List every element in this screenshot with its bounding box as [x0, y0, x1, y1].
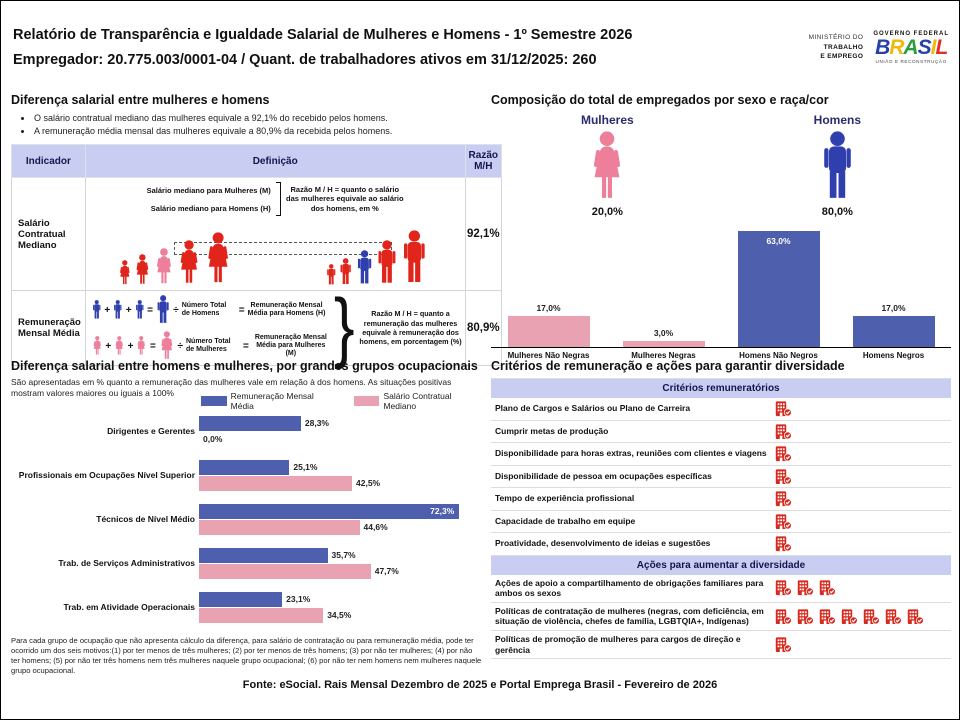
- female-pictogram-icon: [114, 336, 124, 356]
- criteria-icons: [775, 536, 947, 552]
- legend-swatch: [354, 396, 380, 406]
- ratio-value-median: 92,1%: [465, 178, 501, 291]
- male-pictogram-icon: [113, 300, 123, 320]
- median-people-diagram: [88, 224, 463, 286]
- report-header: [13, 23, 793, 74]
- bar-category-label: Mulheres Negras: [631, 351, 696, 360]
- def-median-women: Salário mediano para Mulheres (M): [146, 185, 271, 195]
- bar: [199, 564, 371, 579]
- criteria-icons: [775, 491, 947, 507]
- criteria-icons: [775, 580, 947, 596]
- occupation-bars: [199, 592, 487, 623]
- female-pictogram-icon: [118, 260, 132, 286]
- bar-row: [199, 416, 487, 431]
- bar: [199, 504, 459, 519]
- bar: [199, 592, 282, 607]
- criteria-row: [491, 533, 951, 556]
- male-pictogram-icon: [326, 264, 336, 286]
- building-check-icon: [797, 580, 814, 596]
- brasil-letter: L: [935, 36, 948, 59]
- bar-slot: [721, 231, 836, 347]
- bar: [199, 416, 301, 431]
- ratio-explanation: Razão M / H = quanto a remuneração das mulheres equivale à remuneração dos homens, em porcentagem (%): [359, 309, 462, 347]
- criteria-row: [491, 466, 951, 489]
- legend-item: [201, 391, 338, 411]
- brasil-letter: I: [930, 36, 936, 59]
- bar-value-label: 17,0%: [536, 302, 561, 313]
- men-group-icons: [326, 230, 427, 286]
- bar-value-label: 0,0%: [203, 434, 223, 445]
- criteria-row: [491, 603, 951, 631]
- women-percentage: 20,0%: [591, 206, 623, 218]
- equation-result-label: Remuneração Mensal Média para Homens (H): [247, 301, 326, 317]
- building-check-icon: [775, 446, 792, 462]
- men-percentage: 80,0%: [821, 206, 853, 218]
- bar-row: [199, 476, 487, 491]
- composition-section: [491, 93, 951, 360]
- criteria-row: [491, 575, 951, 603]
- women-share: [581, 113, 634, 218]
- bar-row: [199, 608, 487, 623]
- building-check-icon: [775, 514, 792, 530]
- criteria-label: Tempo de experiência profissional: [495, 493, 635, 504]
- source-footer: Fonte: eSocial. Rais Mensal Dezembro de 2025 e Portal Emprega Brasil - Fevereiro de 2026: [242, 679, 718, 691]
- female-pictogram-icon: [134, 254, 151, 286]
- brasil-letter: A: [903, 36, 918, 59]
- criteria-label: Proatividade, desenvolvimento de ideias e sugestões: [495, 538, 711, 549]
- legend-item: [354, 391, 485, 411]
- operator-symbol: +: [105, 340, 112, 352]
- ministry-logo: [809, 33, 864, 62]
- ratio-value-mean: 80,9%: [465, 291, 501, 366]
- legend-label: Remuneração Mensal Média: [230, 391, 314, 411]
- race-composition-chart: [491, 226, 951, 348]
- bar: [199, 548, 328, 563]
- bar-value-label: 44,6%: [363, 522, 388, 533]
- bar-category-label: Homens Negros: [862, 351, 925, 360]
- occupation-label: Dirigentes e Gerentes: [107, 426, 195, 437]
- women-average-equation: [92, 331, 330, 361]
- bar: [199, 608, 323, 623]
- bar-value-label: 34,5%: [327, 610, 352, 621]
- men-share: [814, 113, 861, 218]
- gov-logo-top-text: GOVERNO FEDERAL: [873, 31, 949, 37]
- brasil-wordmark: [873, 37, 949, 58]
- criteria-row: [491, 443, 951, 466]
- occupation-label: Profissionais em Ocupações Nível Superior: [18, 470, 195, 481]
- legend-label: Salário Contratual Mediano: [383, 391, 452, 411]
- criteria-label: Políticas de contratação de mulheres (negras, com deficiência, em situação de violência, chefes de família, LGBTQIA+, Indígenas): [495, 605, 764, 627]
- occupation-group: [11, 460, 487, 491]
- salary-gap-title: Diferença salarial entre mulheres e homens: [11, 93, 270, 107]
- operator-symbol: =: [238, 304, 245, 316]
- occupation-bars: [199, 504, 487, 535]
- indicator-label: Remuneração Mensal Média: [12, 291, 86, 366]
- criteria-icons: [775, 637, 947, 653]
- criteria-icons: [775, 514, 947, 530]
- bar-value-label: 25,1%: [293, 462, 318, 473]
- bar-row: [199, 460, 487, 475]
- occupational-title: Diferença salarial entre homens e mulheres, por grandes grupos ocupacionais: [11, 359, 478, 373]
- criteria-icons: [775, 446, 947, 462]
- building-check-icon: [775, 491, 792, 507]
- bar: [199, 460, 289, 475]
- bar-category-label: Homens Não Negros: [739, 351, 818, 360]
- criteria-table: [491, 378, 951, 659]
- female-pictogram-icon: [136, 336, 146, 356]
- col-definicao: Definição: [85, 145, 465, 178]
- brasil-letter: R: [889, 36, 904, 59]
- male-pictogram-icon: [135, 300, 145, 320]
- female-pictogram-icon: [154, 248, 174, 286]
- ratio-explanation: Razão M / H = quanto o salário das mulheres equivale ao salário dos homens, em %: [286, 184, 404, 213]
- bar: [199, 476, 352, 491]
- bar-row: [199, 432, 487, 447]
- criteria-icons: [775, 609, 947, 625]
- occupation-label: Técnicos de Nível Médio: [96, 514, 195, 525]
- row-salario-mediano: [12, 178, 502, 291]
- women-label: Mulheres: [580, 113, 634, 127]
- composition-title: Composição do total de empregados por sexo e raça/cor: [491, 93, 829, 107]
- equation-total-label: Número Total de Mulheres: [185, 337, 231, 353]
- criteria-label: Disponibilidade de pessoa em ocupações específicas: [495, 470, 712, 481]
- legend-swatch: [201, 396, 227, 406]
- def-median-men: Salário mediano para Homens (H): [150, 203, 271, 213]
- bar-value-label: 35,7%: [331, 550, 356, 561]
- occupation-group: [11, 592, 487, 623]
- building-check-icon: [797, 609, 814, 625]
- building-check-icon: [775, 401, 792, 417]
- bracket-shape: [276, 182, 281, 216]
- men-label: Homens: [813, 113, 861, 127]
- criteria-label: Cumprir metas de produção: [495, 425, 609, 436]
- male-pictogram-icon: [92, 300, 102, 320]
- operator-symbol: +: [127, 340, 134, 352]
- operator-symbol: ÷: [177, 340, 183, 352]
- curly-brace: }: [333, 284, 355, 371]
- occupation-group: [11, 548, 487, 579]
- bar-row: [199, 592, 487, 607]
- bar-value-label: 28,3%: [304, 418, 329, 429]
- men-average-equation: [92, 295, 330, 325]
- criteria-icons: [775, 401, 947, 417]
- bar-row: [199, 520, 487, 535]
- bar-row: [199, 564, 487, 579]
- bar-1: [623, 341, 705, 347]
- building-check-icon: [775, 424, 792, 440]
- bar-value-label: 3,0%: [653, 328, 674, 339]
- operator-symbol: ÷: [173, 304, 179, 316]
- bar-value-label: 23,1%: [286, 594, 311, 605]
- occupation-bars: [199, 416, 487, 447]
- female-pictogram-icon: [587, 131, 627, 203]
- bar-2: [738, 231, 820, 347]
- male-pictogram-icon: [819, 131, 856, 203]
- building-check-icon: [863, 609, 880, 625]
- building-check-icon: [775, 469, 792, 485]
- bar-row: [199, 504, 487, 519]
- building-check-icon: [775, 580, 792, 596]
- building-check-icon: [819, 580, 836, 596]
- bar: [199, 520, 360, 535]
- criteria-row: [491, 511, 951, 534]
- criteria-row: [491, 631, 951, 659]
- criteria-label: Capacidade de trabalho em equipe: [495, 515, 636, 526]
- occupation-bars: [199, 460, 487, 491]
- women-group-icons: [118, 232, 233, 286]
- criteria-label: Ações de apoio a compartilhamento de obrigações familiares para ambos os sexos: [495, 577, 764, 599]
- gov-logo-bottom-text: UNIÃO E RECONSTRUÇÃO: [875, 59, 947, 64]
- bar-row: [199, 548, 487, 563]
- occupation-group: [11, 416, 487, 447]
- row-remuneracao-media: [12, 291, 502, 366]
- governo-federal-logo: [873, 31, 949, 64]
- bullet-mean-remuneration: • A remuneração média mensal das mulheres equivale a 80,9% da recebida pelos homens.: [21, 126, 483, 136]
- report-title-line1: Relatório de Transparência e Igualdade Salarial de Mulheres e Homens - 1º Semestre 2026: [13, 27, 633, 43]
- salary-gap-table: [11, 144, 502, 371]
- operator-symbol: =: [242, 340, 249, 352]
- criteria-label: Políticas de promoção de mulheres para cargos de direção e gerência: [495, 634, 741, 655]
- report-title-line2: Empregador: 20.775.003/0001-04 / Quant. de trabalhadores ativos em 31/12/2025: 260: [13, 52, 597, 69]
- equation-result-label: Remuneração Mensal Média para Mulheres (M): [254, 333, 327, 358]
- operator-symbol: +: [125, 304, 132, 316]
- building-check-icon: [885, 609, 902, 625]
- ministry-line2: TRABALHO: [823, 43, 864, 51]
- male-pictogram-icon: [339, 258, 352, 286]
- bar-category-label: Mulheres Não Negras: [507, 351, 590, 360]
- bar-0: [508, 316, 590, 347]
- criteria-row: [491, 488, 951, 511]
- bar-value-label: 72,3%: [430, 505, 455, 516]
- male-pictogram-icon: [401, 230, 428, 286]
- operator-symbol: =: [147, 304, 153, 316]
- building-check-icon: [775, 536, 792, 552]
- criteria-icons: [775, 424, 947, 440]
- bar-value-label: 63,0%: [766, 235, 791, 246]
- bullet-median-salary: • O salário contratual mediano das mulheres equivale a 92,1% do recebido pelos homens.: [21, 113, 483, 123]
- table-header-row: [12, 145, 502, 178]
- criteria-row: [491, 398, 951, 421]
- occupational-subtitle: São apresentadas em % quanto a remuneração das mulheres vale em relação à dos homens. As situações positivas mostram valores maiores ou iguais a 100%: [11, 377, 452, 399]
- bar-3: [853, 316, 935, 347]
- criteria-icons: [775, 469, 947, 485]
- ministry-line1: MINISTÉRIO DO: [808, 33, 864, 41]
- indicator-label: Salário Contratual Mediano: [12, 178, 86, 291]
- equation-total-label: Número Total de Homens: [181, 301, 227, 317]
- building-check-icon: [775, 609, 792, 625]
- criteria-label: Plano de Cargos e Salários ou Plano de Carreira: [495, 403, 691, 414]
- operator-symbol: +: [104, 304, 111, 316]
- male-pictogram-icon: [376, 240, 398, 286]
- male-pictogram-icon: [156, 295, 170, 325]
- bar-slot: [836, 303, 951, 347]
- logos: [809, 31, 949, 64]
- occupation-bars: [199, 548, 487, 579]
- bar-slot: [606, 328, 721, 347]
- building-check-icon: [841, 609, 858, 625]
- criteria-label: Disponibilidade para horas extras, reuniões com clientes e viagens: [495, 448, 767, 459]
- salary-gap-bullets: [21, 113, 483, 136]
- criteria-row: [491, 421, 951, 444]
- salary-gap-section: [11, 93, 500, 371]
- chart-legend: [199, 389, 487, 413]
- building-check-icon: [775, 637, 792, 653]
- brasil-letter: S: [917, 36, 931, 59]
- female-pictogram-icon: [92, 336, 102, 356]
- occupational-section: [11, 359, 487, 675]
- building-check-icon: [907, 609, 924, 625]
- male-pictogram-icon: [356, 250, 373, 286]
- female-pictogram-icon: [159, 331, 175, 361]
- definition-cell: [85, 178, 465, 291]
- female-pictogram-icon: [177, 240, 201, 286]
- ministry-line3: E EMPREGO: [820, 53, 864, 61]
- criteria-section-header: Ações para aumentar a diversidade: [491, 556, 951, 575]
- building-check-icon: [819, 609, 836, 625]
- criteria-title: Critérios de remuneração e ações para garantir diversidade: [491, 359, 845, 373]
- brasil-letter: B: [875, 36, 890, 59]
- occupation-label: Trab. em Atividade Operacionais: [63, 602, 195, 613]
- criteria-section: [491, 359, 951, 659]
- bar-value-label: 47,7%: [374, 566, 399, 577]
- female-pictogram-icon: [204, 232, 232, 286]
- operator-symbol: =: [149, 340, 156, 352]
- bar-slot: [491, 303, 606, 347]
- col-razao: Razão M/H: [465, 145, 501, 178]
- occupational-chart: [11, 416, 487, 623]
- bar-value-label: 17,0%: [881, 302, 906, 313]
- bar-value-label: 42,5%: [356, 478, 381, 489]
- criteria-section-header: Critérios remuneratórios: [491, 379, 951, 398]
- occupation-group: [11, 504, 487, 535]
- occupation-label: Trab. de Serviços Administrativos: [58, 558, 195, 569]
- occupational-footnote: Para cada grupo de ocupação que não apresenta cálculo da diferença, para salário de contratação ou para remuneração média, pode ter ocorrido um dos seis motivos:(1) por ter menos de três mulheres; (2) por ter menos de três homens; (3) por não ter mulheres; (4) por não ter homens; (5) por não ter três homens nem três mulheres naquele grupo ocupacional; (6) por não ter nem homens nem mulheres naquele grupo ocupacional.: [11, 635, 482, 675]
- col-indicador: Indicador: [12, 145, 86, 178]
